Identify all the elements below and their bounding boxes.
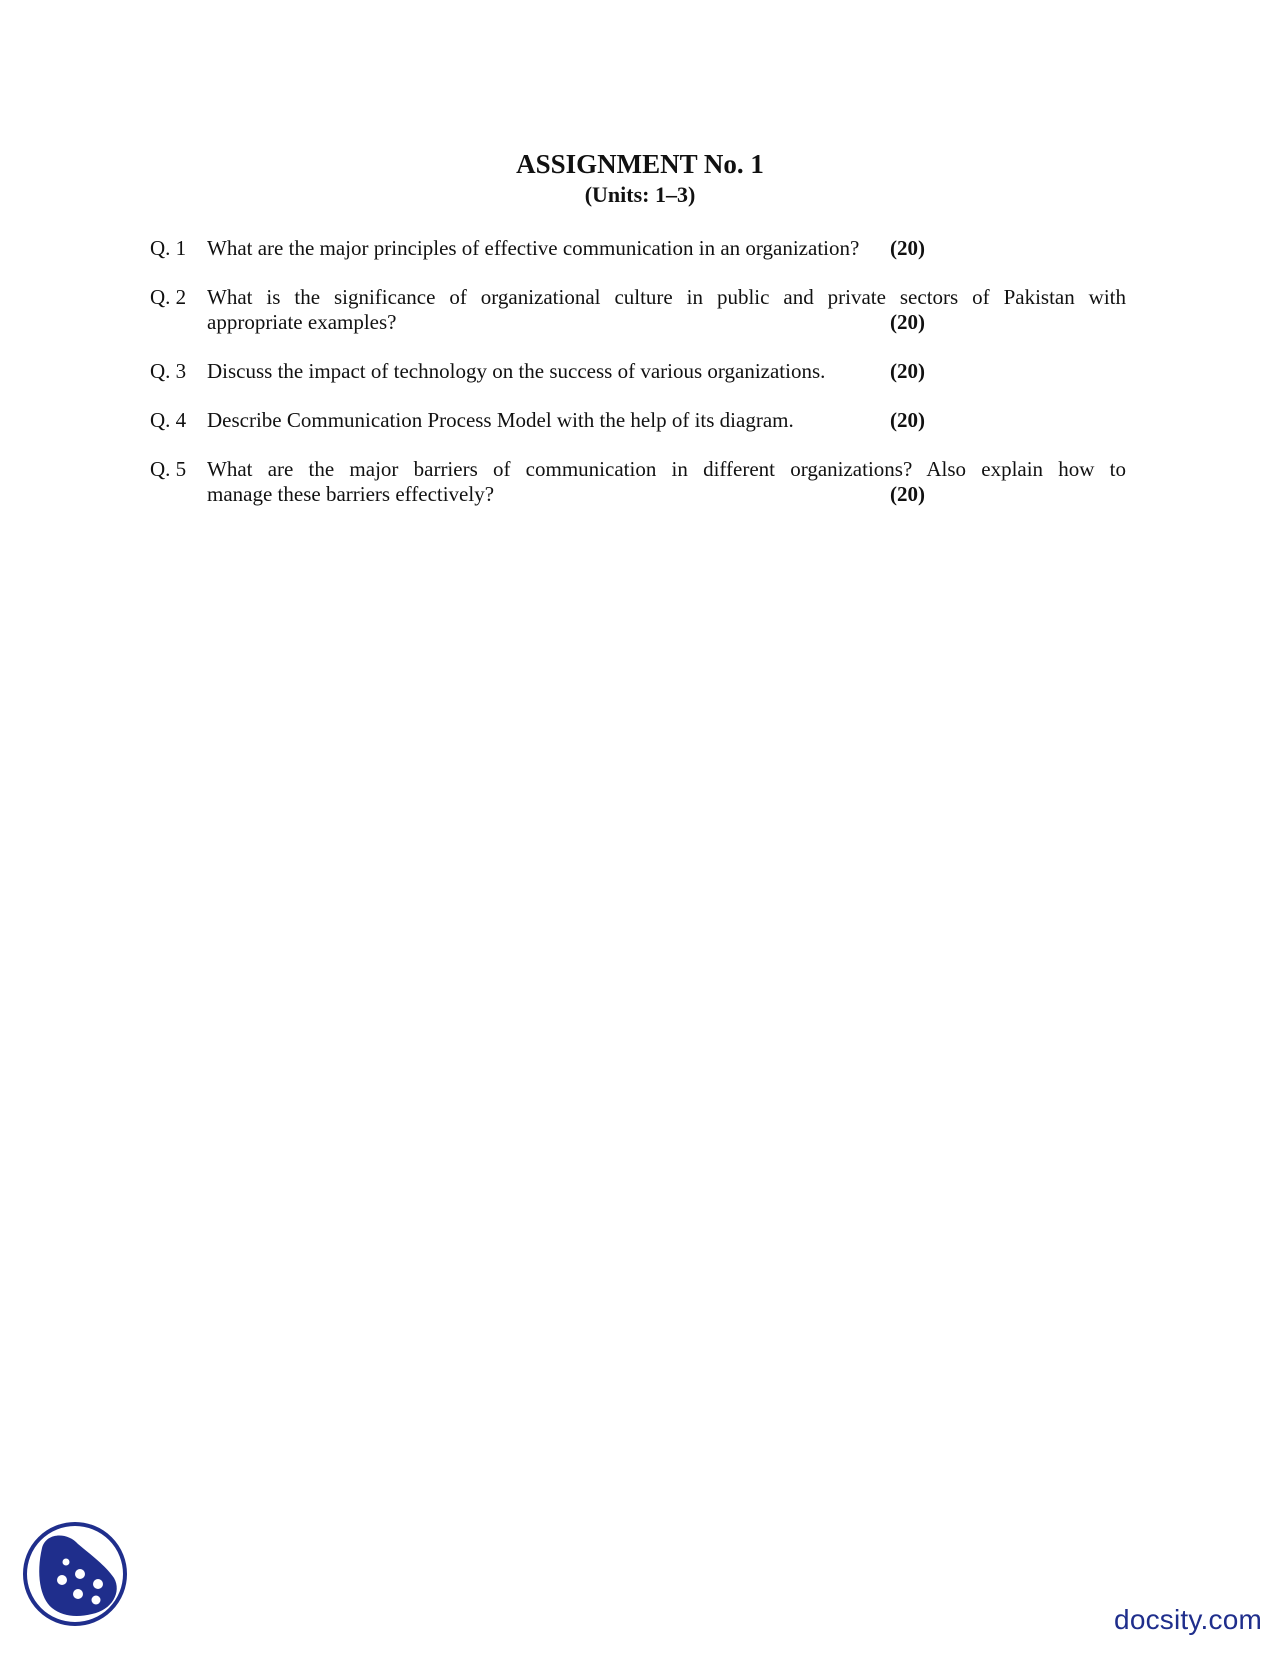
question-list bbox=[150, 236, 1126, 531]
question-number: Q. 5 bbox=[150, 457, 187, 481]
assignment-title: ASSIGNMENT No. 1 bbox=[516, 149, 764, 179]
question-item bbox=[150, 457, 1126, 507]
question-marks: (20) bbox=[890, 482, 925, 506]
assignment-subtitle: (Units: 1–3) bbox=[584, 182, 696, 207]
question-line: appropriate examples? bbox=[207, 310, 397, 334]
question-text bbox=[207, 457, 1126, 507]
question-marks: (20) bbox=[890, 359, 925, 383]
question-line: Discuss the impact of technology on the success of various organizations. bbox=[207, 359, 826, 383]
question-number: Q. 1 bbox=[150, 236, 187, 260]
question-line: What are the major barriers of communication in different organizations? Also explain how to bbox=[207, 457, 1126, 481]
question-line: What is the significance of organizational culture in public and private sectors of Pakistan with bbox=[207, 285, 1126, 309]
question-line: manage these barriers effectively? bbox=[207, 482, 495, 506]
docsity-logo-icon bbox=[20, 1518, 130, 1630]
question-number: Q. 2 bbox=[150, 285, 187, 309]
question-marks: (20) bbox=[890, 408, 925, 432]
question-marks: (20) bbox=[890, 236, 925, 260]
question-text bbox=[207, 285, 1126, 335]
brand-text: docsity.com bbox=[1114, 1604, 1262, 1635]
question-text bbox=[207, 359, 1126, 384]
question-marks: (20) bbox=[890, 310, 925, 334]
question-text bbox=[207, 408, 1126, 433]
question-line: Describe Communication Process Model with the help of its diagram. bbox=[207, 408, 794, 432]
question-item bbox=[150, 236, 1126, 261]
question-item bbox=[150, 359, 1126, 384]
question-line: What are the major principles of effective communication in an organization? bbox=[207, 236, 860, 260]
question-number: Q. 4 bbox=[150, 408, 187, 432]
question-text bbox=[207, 236, 1126, 261]
question-number: Q. 3 bbox=[150, 359, 187, 383]
question-item bbox=[150, 408, 1126, 433]
question-item bbox=[150, 285, 1126, 335]
